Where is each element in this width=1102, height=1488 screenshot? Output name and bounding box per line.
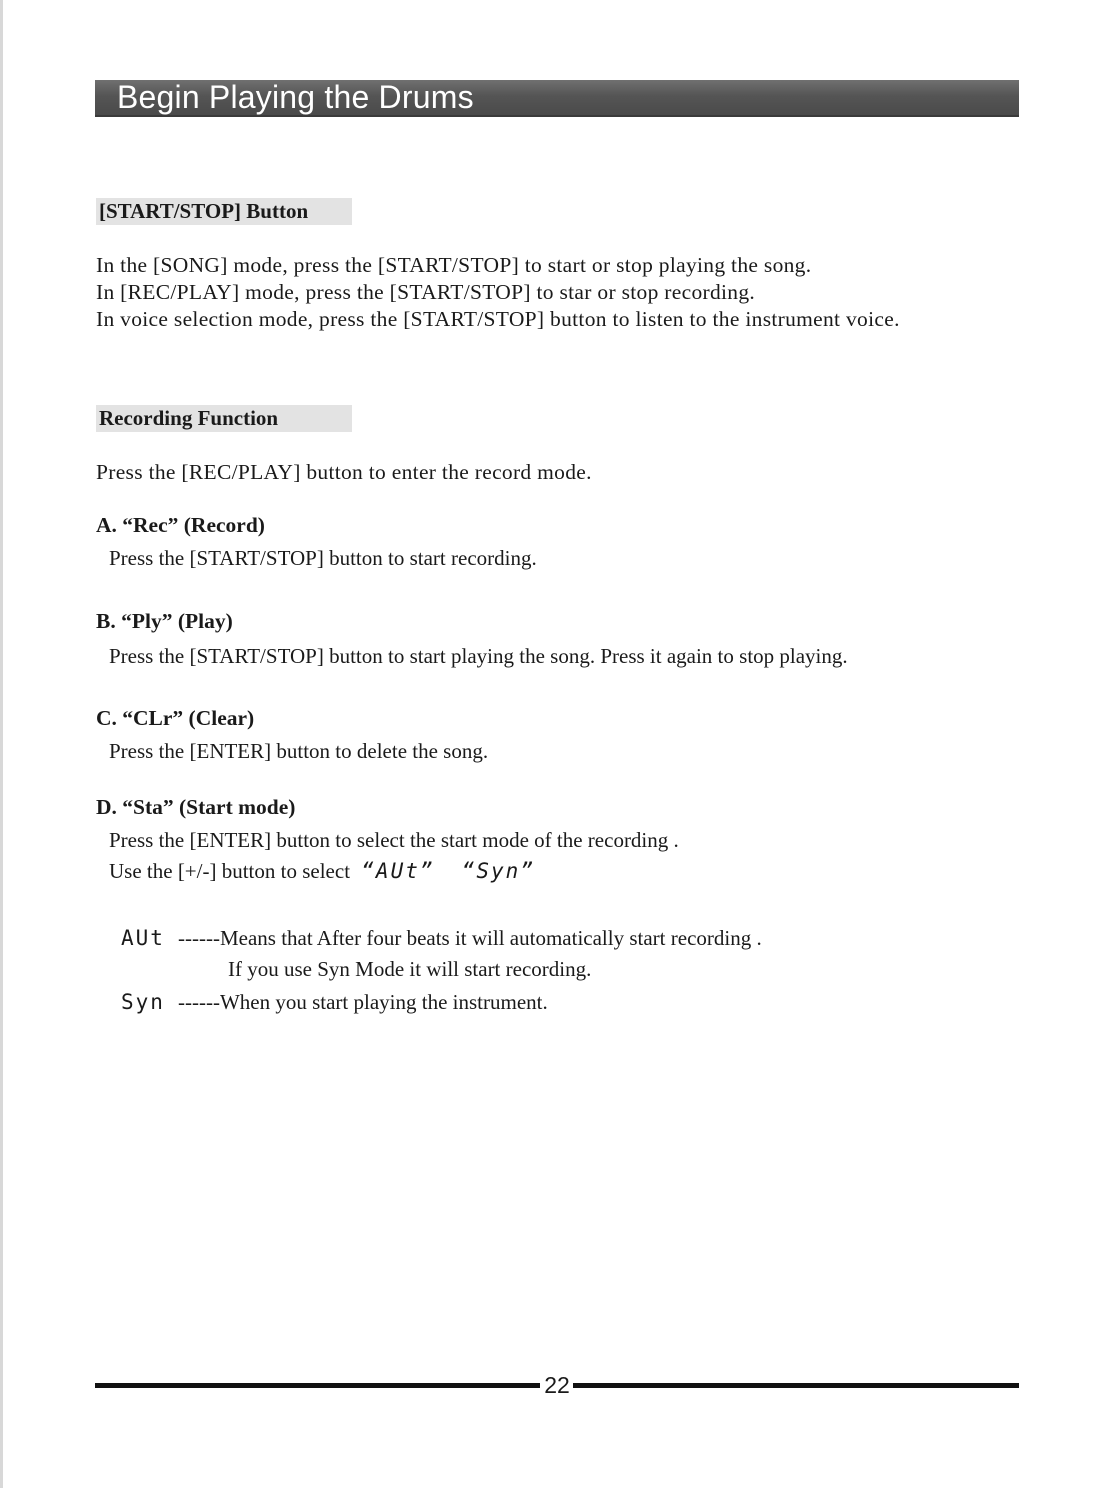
section-heading-start-stop: [START/STOP] Button bbox=[96, 198, 352, 225]
page-title: Begin Playing the Drums bbox=[117, 79, 474, 115]
paragraph-line: In voice selection mode, press the [START/STOP] button to listen to the instrument voice. bbox=[96, 307, 900, 331]
select-line bbox=[109, 859, 535, 884]
item-ply-label: B. “Ply” (Play) bbox=[96, 609, 233, 633]
item-sta-label: D. “Sta” (Start mode) bbox=[96, 795, 296, 819]
item-ply-body: Press the [START/STOP] button to start playing the song. Press it again to stop playing. bbox=[109, 644, 848, 668]
def-code-syn: Syn bbox=[121, 990, 165, 1014]
item-clr-body: Press the [ENTER] button to delete the song. bbox=[109, 739, 489, 763]
page-number: 22 bbox=[544, 1372, 570, 1398]
footer-rule-left bbox=[95, 1383, 540, 1388]
page-edge bbox=[0, 0, 3, 1488]
recording-intro: Press the [REC/PLAY] button to enter the record mode. bbox=[96, 460, 592, 484]
option-syn: “Syn” bbox=[461, 859, 535, 883]
paragraph-line: In [REC/PLAY] mode, press the [START/STOP] to star or stop recording. bbox=[96, 280, 756, 304]
def-text-aut: ------Means that After four beats it will automatically start recording . bbox=[178, 926, 762, 950]
paragraph-line: In the [SONG] mode, press the [START/STOP] to start or stop playing the song. bbox=[96, 253, 812, 277]
title-banner bbox=[95, 80, 1019, 117]
section-heading-recording: Recording Function bbox=[96, 405, 352, 432]
item-rec-label: A. “Rec” (Record) bbox=[96, 513, 265, 537]
item-clr-label: C. “CLr” (Clear) bbox=[96, 706, 255, 730]
def-text-syn: ------When you start playing the instrument. bbox=[178, 990, 548, 1014]
item-rec-body: Press the [START/STOP] button to start recording. bbox=[109, 546, 537, 570]
item-sta-body: Press the [ENTER] button to select the start mode of the recording . bbox=[109, 828, 679, 852]
def-code-aut: AUt bbox=[121, 926, 165, 950]
footer-rule-right bbox=[573, 1383, 1019, 1388]
def-text-continuation: If you use Syn Mode it will start recording. bbox=[228, 957, 592, 981]
select-line-prefix: Use the [+/-] button to select bbox=[109, 859, 351, 883]
option-aut: “AUt” bbox=[361, 859, 435, 883]
